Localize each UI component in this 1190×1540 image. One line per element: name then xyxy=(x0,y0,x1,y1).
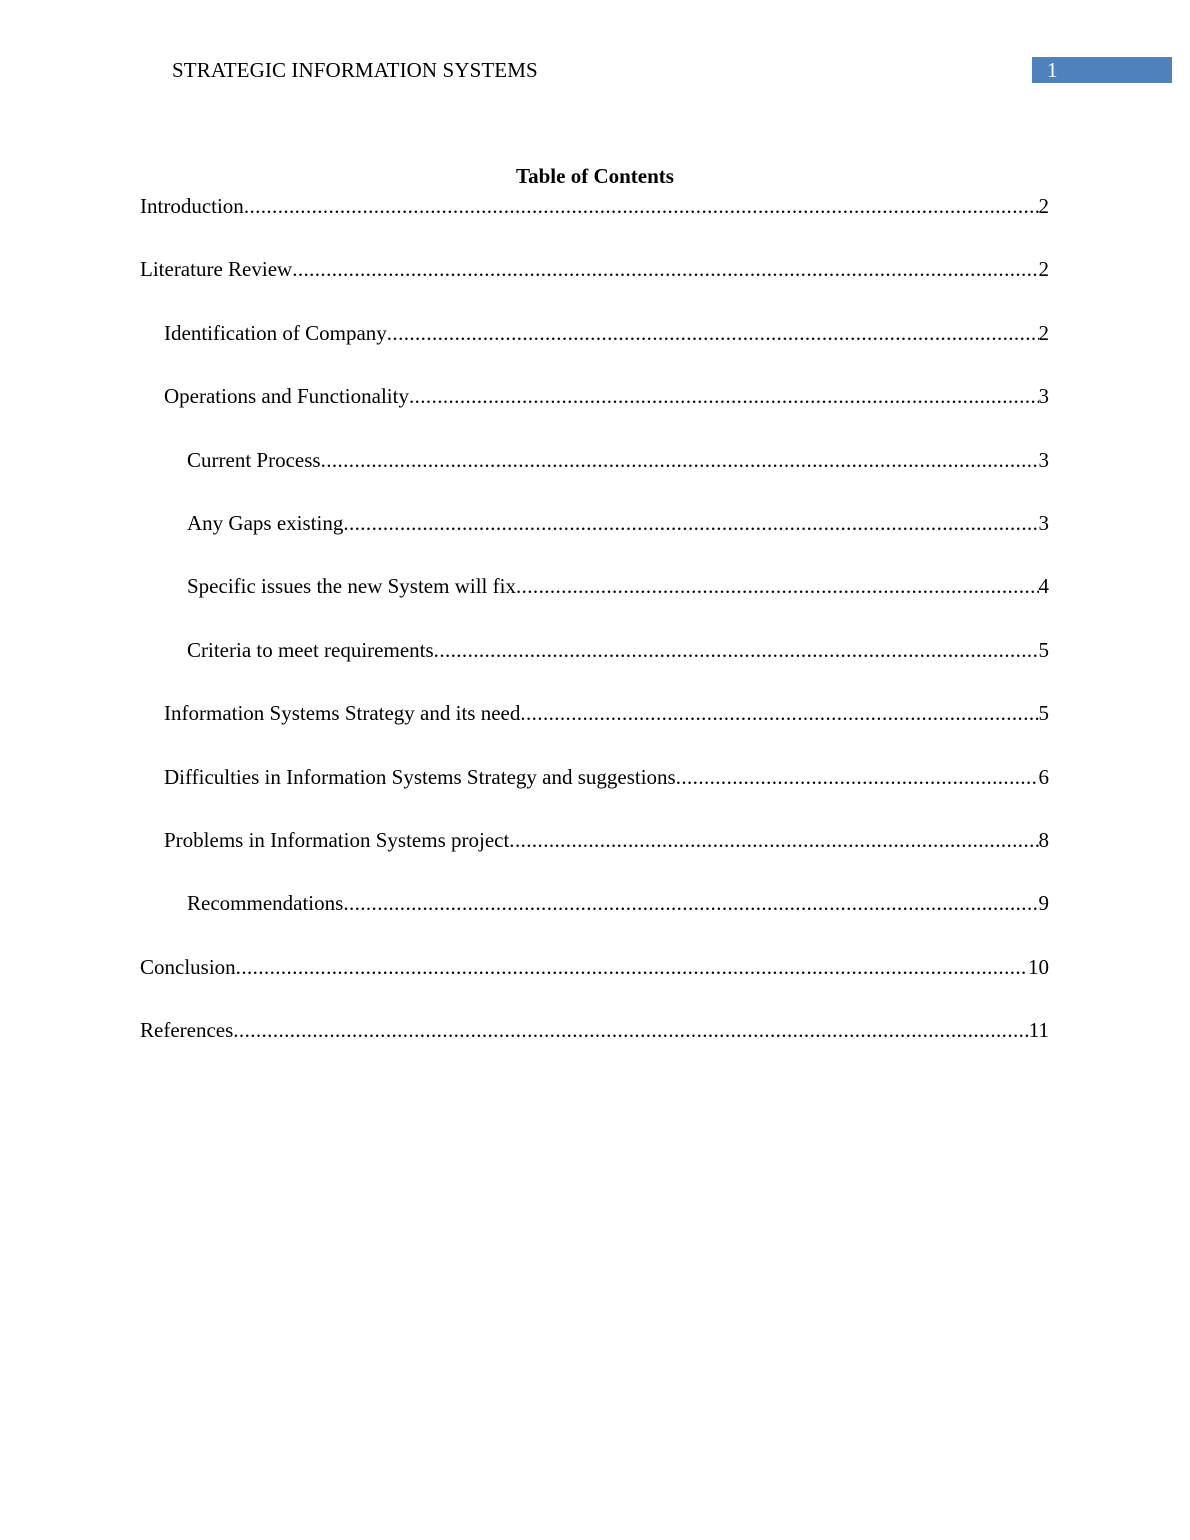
toc-dot-leader xyxy=(387,318,1039,348)
toc-entry[interactable] xyxy=(140,191,1049,254)
toc-entry-title: Operations and Functionality xyxy=(164,384,409,409)
toc-dot-leader xyxy=(343,888,1038,918)
toc-dot-leader xyxy=(343,508,1038,538)
toc-dot-leader xyxy=(321,445,1039,475)
toc-entry-page-number: 6 xyxy=(1038,764,1049,789)
toc-entry[interactable] xyxy=(140,318,1049,381)
toc-entry-page-number: 5 xyxy=(1038,637,1049,662)
toc-dot-leader xyxy=(292,254,1038,284)
running-header-title: STRATEGIC INFORMATION SYSTEMS xyxy=(172,58,538,82)
toc-dot-leader xyxy=(516,571,1039,601)
toc-entry-page-number: 2 xyxy=(1038,257,1049,282)
toc-entry-title: Current Process xyxy=(187,447,321,472)
toc-entry-page-number: 3 xyxy=(1038,384,1049,409)
toc-entry-title: Introduction xyxy=(140,194,244,218)
toc-entry-page-number: 2 xyxy=(1038,194,1049,218)
toc-dot-leader xyxy=(509,825,1038,855)
table-of-contents xyxy=(140,191,1049,1078)
toc-dot-leader xyxy=(520,698,1038,728)
toc-entry[interactable] xyxy=(140,508,1049,571)
toc-entry-title: Any Gaps existing xyxy=(187,510,344,535)
toc-entry-page-number: 2 xyxy=(1038,320,1049,345)
toc-entry-page-number: 9 xyxy=(1038,891,1049,916)
toc-dot-leader xyxy=(244,191,1039,221)
toc-entry-page-number: 8 xyxy=(1038,827,1049,852)
toc-entry-page-number: 10 xyxy=(1028,954,1049,979)
toc-heading: Table of Contents xyxy=(516,164,674,188)
toc-entry-page-number: 3 xyxy=(1038,510,1049,535)
toc-entry-title: Conclusion xyxy=(140,954,236,979)
toc-entry[interactable] xyxy=(140,762,1049,825)
toc-entry-page-number: 3 xyxy=(1038,447,1049,472)
toc-entry-title: Criteria to meet requirements xyxy=(187,637,434,662)
page-number-badge: 1 xyxy=(1032,57,1172,83)
toc-entry[interactable] xyxy=(140,952,1049,1015)
toc-entry[interactable] xyxy=(140,571,1049,634)
toc-entry[interactable] xyxy=(140,698,1049,761)
toc-entry[interactable] xyxy=(140,381,1049,444)
toc-entry-title: Identification of Company xyxy=(164,320,387,345)
toc-entry-title: Information Systems Strategy and its need xyxy=(164,701,521,726)
toc-entry-page-number: 11 xyxy=(1028,1018,1049,1043)
toc-dot-leader xyxy=(409,381,1039,411)
toc-entry-title: References xyxy=(140,1018,234,1043)
toc-entry[interactable] xyxy=(140,254,1049,317)
toc-dot-leader xyxy=(434,635,1039,665)
toc-entry-title: Literature Review xyxy=(140,257,293,282)
toc-entry[interactable] xyxy=(140,888,1049,951)
toc-entry[interactable] xyxy=(140,635,1049,698)
toc-entry-page-number: 5 xyxy=(1038,701,1049,726)
toc-entry[interactable] xyxy=(140,1015,1049,1078)
toc-entry-title: Problems in Information Systems project xyxy=(164,827,510,852)
toc-entry-title: Difficulties in Information Systems Strategy and suggestions xyxy=(164,764,676,789)
toc-entry-page-number: 4 xyxy=(1038,574,1049,599)
toc-dot-leader xyxy=(233,1015,1028,1045)
toc-entry-title: Specific issues the new System will fix xyxy=(187,574,516,599)
toc-entry[interactable] xyxy=(140,445,1049,508)
toc-dot-leader xyxy=(676,762,1039,792)
toc-entry-title: Recommendations xyxy=(187,891,344,916)
toc-dot-leader xyxy=(236,952,1028,982)
toc-entry[interactable] xyxy=(140,825,1049,888)
